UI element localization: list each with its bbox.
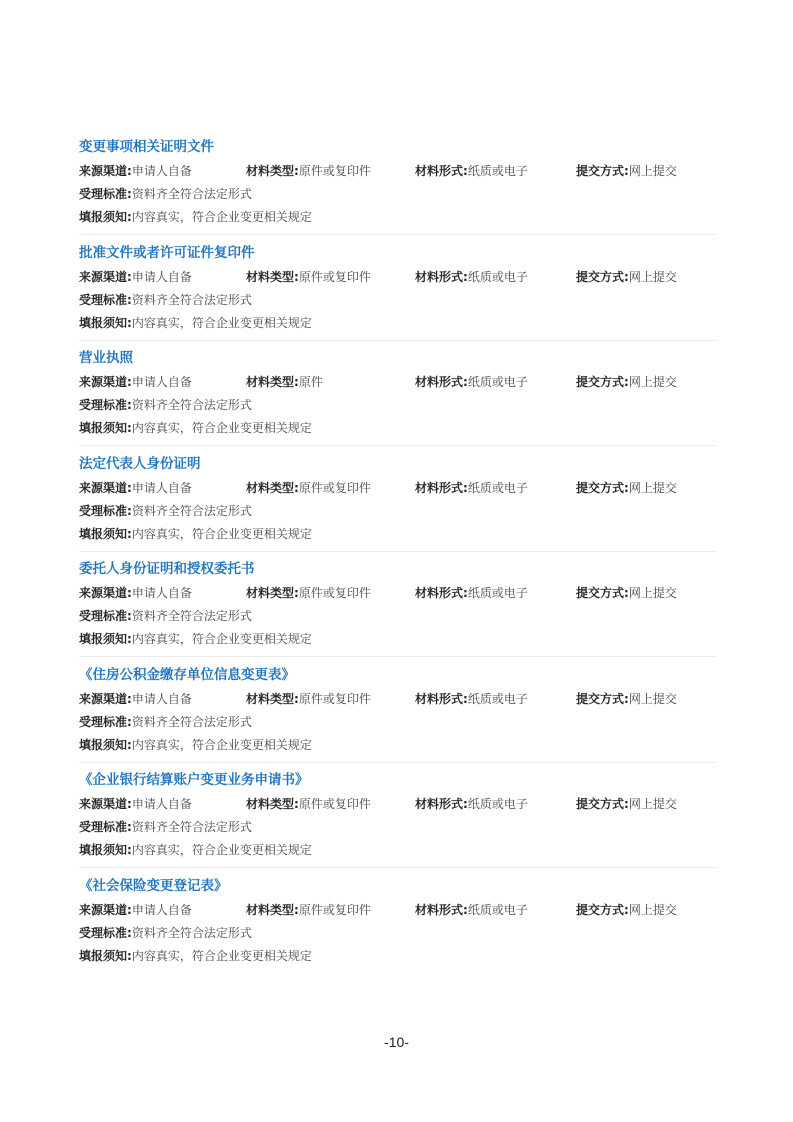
acceptance-row [79, 712, 716, 732]
filling-notice-label: 填报须知: [79, 948, 132, 963]
material-form-value: 纸质或电子 [467, 480, 528, 495]
submit-method-value: 网上提交 [628, 480, 677, 495]
material-info-row [79, 583, 716, 603]
submit-method-value: 网上提交 [628, 797, 677, 811]
material-form-label: 材料形式: [415, 375, 468, 389]
material-type-label: 材料类型: [246, 164, 299, 178]
notice-row [79, 418, 716, 438]
source-channel-label: 来源渠道: [79, 375, 132, 389]
material-form [415, 583, 528, 603]
acceptance-row [79, 290, 716, 310]
filling-notice-label: 填报须知: [79, 632, 132, 646]
acceptance-standard [79, 817, 252, 837]
source-channel-value: 申请人自备 [131, 586, 192, 600]
item-divider [79, 656, 716, 657]
source-channel-value: 申请人自备 [131, 164, 192, 178]
material-item [79, 558, 716, 664]
acceptance-standard [79, 712, 252, 732]
material-form-label: 材料形式: [415, 480, 468, 495]
source-channel [79, 900, 192, 920]
submit-method-label: 提交方式: [576, 586, 629, 600]
filling-notice-label: 填报须知: [79, 421, 132, 435]
notice-row [79, 946, 716, 966]
submit-method [576, 267, 677, 287]
material-form-value: 纸质或电子 [467, 375, 528, 389]
submit-method [576, 478, 677, 498]
source-channel [79, 267, 192, 287]
filling-notice [79, 207, 312, 227]
submit-method [576, 900, 677, 920]
acceptance-standard-value: 资料齐全符合法定形式 [131, 925, 252, 940]
filling-notice [79, 629, 312, 649]
material-form-label: 材料形式: [415, 691, 468, 706]
filling-notice-value: 内容真实，符合企业变更相关规定 [131, 948, 312, 963]
filling-notice [79, 840, 312, 860]
material-form-label: 材料形式: [415, 902, 468, 917]
submit-method-label: 提交方式: [576, 164, 629, 178]
material-type-label: 材料类型: [246, 797, 299, 811]
material-type-value: 原件或复印件 [298, 586, 371, 600]
source-channel-label: 来源渠道: [79, 797, 132, 811]
item-divider [79, 867, 716, 868]
material-form [415, 372, 528, 392]
material-info-row [79, 689, 716, 709]
source-channel-label: 来源渠道: [79, 164, 132, 178]
acceptance-standard-label: 受理标准: [79, 292, 132, 307]
material-title: 委托人身份证明和授权委托书 [79, 561, 255, 577]
material-form [415, 689, 528, 709]
material-title: 法定代表人身份证明 [79, 455, 201, 472]
acceptance-standard-label: 受理标准: [79, 187, 132, 201]
filling-notice-label: 填报须知: [79, 526, 132, 541]
material-form-value: 纸质或电子 [467, 269, 528, 284]
acceptance-standard-label: 受理标准: [79, 398, 132, 412]
filling-notice-label: 填报须知: [79, 737, 132, 752]
material-type [246, 372, 323, 392]
source-channel-value: 申请人自备 [131, 375, 192, 389]
material-form-label: 材料形式: [415, 164, 468, 178]
acceptance-standard-value: 资料齐全符合法定形式 [131, 398, 252, 412]
material-type-label: 材料类型: [246, 480, 299, 495]
filling-notice-value: 内容真实，符合企业变更相关规定 [131, 526, 312, 541]
submit-method-label: 提交方式: [576, 269, 629, 284]
material-form-value: 纸质或电子 [467, 586, 528, 600]
item-divider [79, 340, 716, 341]
acceptance-standard-value: 资料齐全符合法定形式 [131, 820, 252, 834]
material-item [79, 347, 716, 453]
source-channel-value: 申请人自备 [131, 797, 192, 811]
submit-method [576, 583, 677, 603]
submit-method-value: 网上提交 [628, 164, 677, 178]
submit-method-label: 提交方式: [576, 797, 629, 811]
submit-method-label: 提交方式: [576, 691, 629, 706]
material-item [79, 664, 716, 770]
submit-method-value: 网上提交 [628, 586, 677, 600]
material-title: 《住房公积金缴存单位信息变更表》 [79, 666, 295, 683]
material-form [415, 900, 528, 920]
submit-method [576, 372, 677, 392]
material-type-value: 原件或复印件 [298, 480, 371, 495]
material-item [79, 875, 716, 981]
acceptance-standard [79, 395, 252, 415]
filling-notice [79, 313, 312, 333]
filling-notice-label: 填报须知: [79, 315, 132, 330]
acceptance-standard [79, 501, 252, 521]
page-number: -10- [384, 1034, 409, 1050]
material-type-value: 原件或复印件 [298, 269, 371, 284]
submit-method-value: 网上提交 [628, 375, 677, 389]
source-channel [79, 794, 192, 814]
notice-row [79, 207, 716, 227]
material-type-label: 材料类型: [246, 375, 299, 389]
material-type [246, 161, 371, 181]
submit-method [576, 794, 677, 814]
material-title: 《社会保险变更登记表》 [79, 877, 228, 894]
source-channel [79, 372, 192, 392]
submit-method-value: 网上提交 [628, 691, 677, 706]
acceptance-standard-value: 资料齐全符合法定形式 [131, 187, 252, 201]
material-info-row [79, 161, 716, 181]
notice-row [79, 313, 716, 333]
submit-method-value: 网上提交 [628, 269, 677, 284]
materials-list [79, 136, 716, 980]
acceptance-row [79, 606, 716, 626]
acceptance-standard [79, 184, 252, 204]
submit-method-label: 提交方式: [576, 902, 629, 917]
material-info-row [79, 478, 716, 498]
acceptance-standard-label: 受理标准: [79, 820, 132, 834]
material-type [246, 794, 371, 814]
material-type-value: 原件或复印件 [298, 164, 371, 178]
source-channel-label: 来源渠道: [79, 691, 132, 706]
acceptance-row [79, 923, 716, 943]
submit-method-value: 网上提交 [628, 902, 677, 917]
source-channel-value: 申请人自备 [131, 269, 192, 284]
acceptance-standard-value: 资料齐全符合法定形式 [131, 609, 252, 623]
source-channel-value: 申请人自备 [131, 902, 192, 917]
material-item [79, 242, 716, 348]
material-form-value: 纸质或电子 [467, 164, 528, 178]
source-channel-label: 来源渠道: [79, 480, 132, 495]
material-type-value: 原件或复印件 [298, 902, 371, 917]
acceptance-row [79, 184, 716, 204]
material-form-value: 纸质或电子 [467, 691, 528, 706]
material-info-row [79, 372, 716, 392]
material-type-label: 材料类型: [246, 902, 299, 917]
filling-notice [79, 946, 312, 966]
acceptance-standard-label: 受理标准: [79, 925, 132, 940]
material-type-label: 材料类型: [246, 586, 299, 600]
material-type-value: 原件或复印件 [298, 797, 371, 811]
notice-row [79, 629, 716, 649]
source-channel-value: 申请人自备 [131, 691, 192, 706]
submit-method [576, 161, 677, 181]
filling-notice-label: 填报须知: [79, 210, 132, 224]
item-divider [79, 234, 716, 235]
acceptance-standard-label: 受理标准: [79, 609, 132, 623]
material-form [415, 267, 528, 287]
material-info-row [79, 900, 716, 920]
source-channel-label: 来源渠道: [79, 902, 132, 917]
filling-notice-value: 内容真实，符合企业变更相关规定 [131, 421, 312, 435]
source-channel [79, 161, 192, 181]
material-type [246, 478, 371, 498]
material-type-value: 原件 [298, 375, 323, 389]
source-channel [79, 689, 192, 709]
material-title: 批准文件或者许可证件复印件 [79, 244, 255, 261]
filling-notice-value: 内容真实，符合企业变更相关规定 [131, 737, 312, 752]
source-channel-label: 来源渠道: [79, 269, 132, 284]
acceptance-standard-value: 资料齐全符合法定形式 [131, 503, 252, 518]
item-divider [79, 762, 716, 763]
source-channel-label: 来源渠道: [79, 586, 132, 600]
material-item [79, 769, 716, 875]
material-item [79, 453, 716, 559]
filling-notice-value: 内容真实，符合企业变更相关规定 [131, 210, 312, 224]
material-info-row [79, 794, 716, 814]
material-type [246, 689, 371, 709]
filling-notice [79, 524, 312, 544]
material-type [246, 900, 371, 920]
acceptance-row [79, 817, 716, 837]
filling-notice-value: 内容真实，符合企业变更相关规定 [131, 315, 312, 330]
material-info-row [79, 267, 716, 287]
notice-row [79, 735, 716, 755]
material-form-label: 材料形式: [415, 797, 468, 811]
material-type-label: 材料类型: [246, 269, 299, 284]
source-channel [79, 583, 192, 603]
material-type-label: 材料类型: [246, 691, 299, 706]
acceptance-standard-label: 受理标准: [79, 714, 132, 729]
acceptance-standard-value: 资料齐全符合法定形式 [131, 292, 252, 307]
material-form-label: 材料形式: [415, 586, 468, 600]
acceptance-standard [79, 606, 252, 626]
filling-notice-label: 填报须知: [79, 843, 132, 857]
material-form-value: 纸质或电子 [467, 902, 528, 917]
acceptance-standard [79, 923, 252, 943]
material-form-value: 纸质或电子 [467, 797, 528, 811]
source-channel [79, 478, 192, 498]
acceptance-standard-value: 资料齐全符合法定形式 [131, 714, 252, 729]
material-type [246, 583, 371, 603]
item-divider [79, 445, 716, 446]
item-divider [79, 551, 716, 552]
material-item [79, 136, 716, 242]
submit-method [576, 689, 677, 709]
notice-row [79, 840, 716, 860]
submit-method-label: 提交方式: [576, 375, 629, 389]
acceptance-standard-label: 受理标准: [79, 503, 132, 518]
material-title: 《企业银行结算账户变更业务申请书》 [79, 772, 309, 788]
material-form [415, 478, 528, 498]
material-type-value: 原件或复印件 [298, 691, 371, 706]
acceptance-standard [79, 290, 252, 310]
acceptance-row [79, 395, 716, 415]
material-title: 变更事项相关证明文件 [79, 139, 214, 155]
filling-notice [79, 418, 312, 438]
filling-notice [79, 735, 312, 755]
acceptance-row [79, 501, 716, 521]
material-form [415, 794, 528, 814]
material-title: 营业执照 [79, 350, 133, 366]
notice-row [79, 524, 716, 544]
material-form-label: 材料形式: [415, 269, 468, 284]
filling-notice-value: 内容真实，符合企业变更相关规定 [131, 632, 312, 646]
material-form [415, 161, 528, 181]
submit-method-label: 提交方式: [576, 480, 629, 495]
material-type [246, 267, 371, 287]
source-channel-value: 申请人自备 [131, 480, 192, 495]
filling-notice-value: 内容真实，符合企业变更相关规定 [131, 843, 312, 857]
